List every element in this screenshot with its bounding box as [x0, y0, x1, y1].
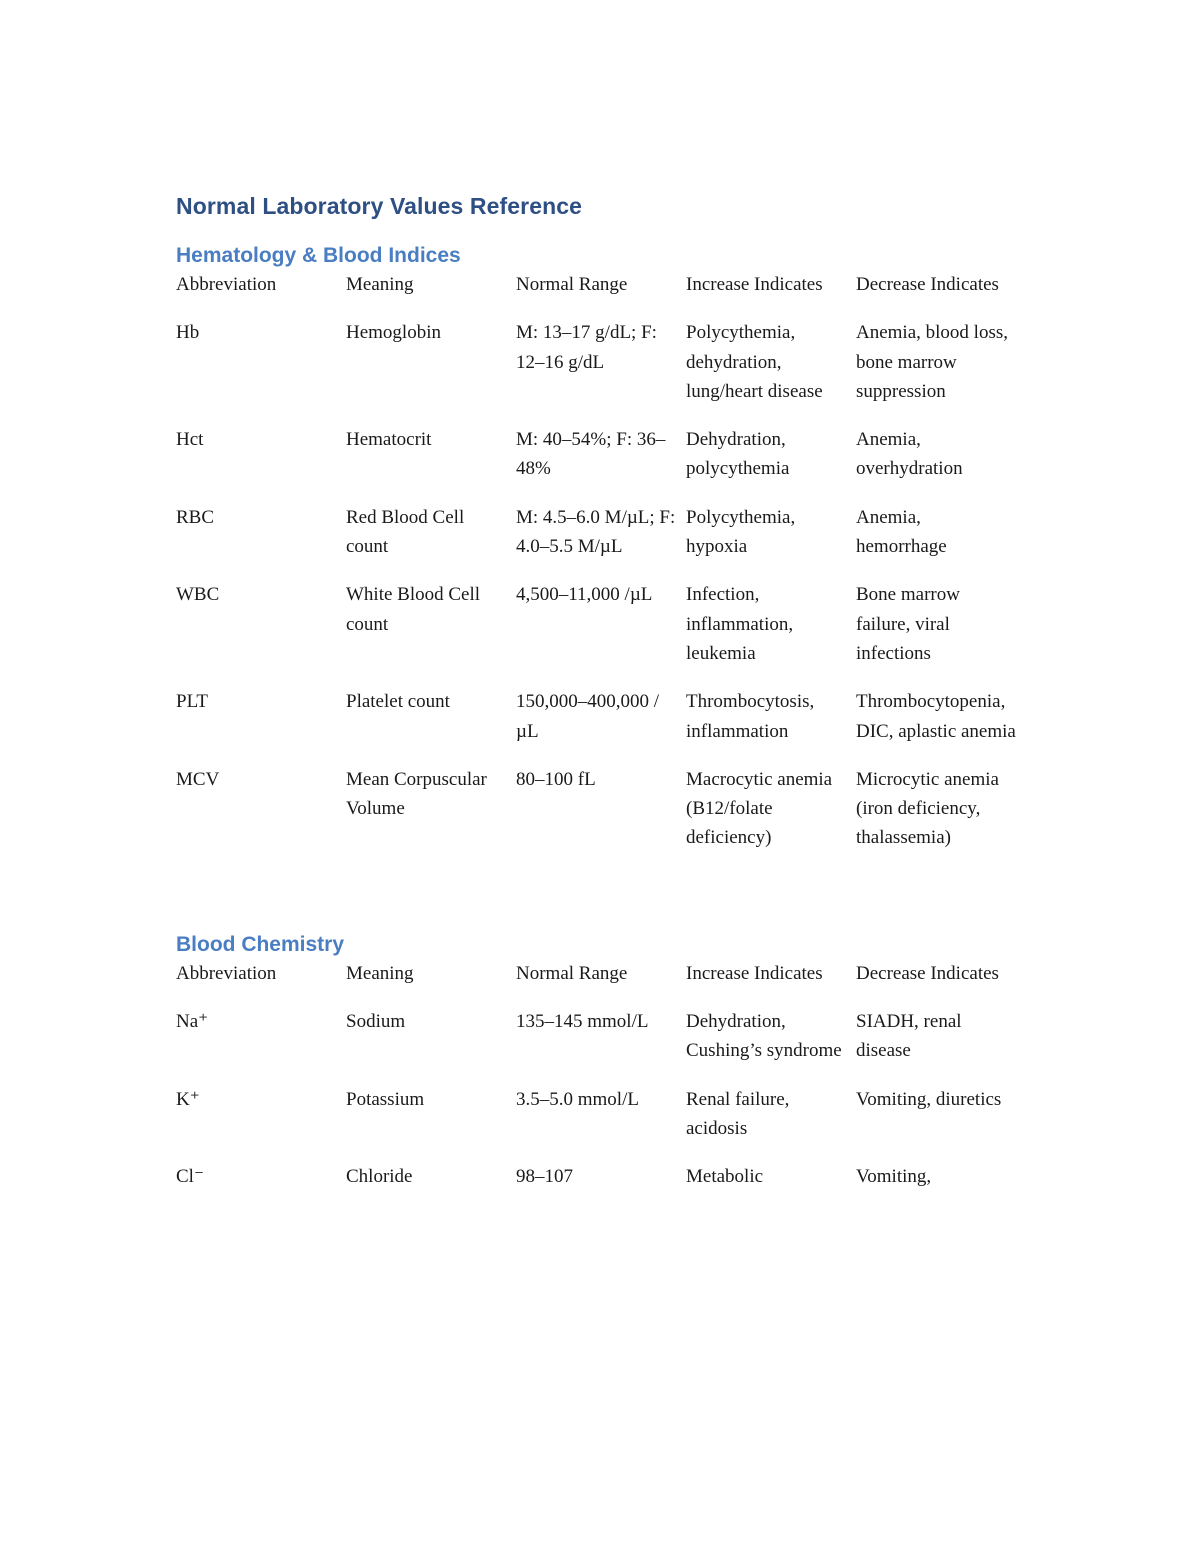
cell-decrease-indicates: Vomiting,	[856, 1166, 932, 1188]
cell-abbreviation: Cl⁻	[176, 1166, 204, 1188]
cell-increase-indicates: Renal failure, acidosis	[686, 1088, 790, 1139]
cell-normal-range: 135–145 mmol/L	[516, 1011, 649, 1033]
column-header-normal-range: Normal Range	[516, 962, 628, 984]
cell-meaning: Potassium	[346, 1088, 425, 1110]
cell-meaning: Mean Corpuscular Volume	[346, 768, 487, 820]
section-heading-hematology: Hematology & Blood Indices	[176, 244, 461, 267]
cell-abbreviation: RBC	[176, 506, 215, 528]
table-row	[176, 1162, 1026, 1210]
cell-increase-indicates: Dehydration, polycythemia	[686, 429, 790, 480]
table-header-row	[176, 270, 1026, 318]
document-title: Normal Laboratory Values Reference	[176, 193, 583, 219]
column-header-meaning: Meaning	[346, 274, 414, 295]
cell-increase-indicates: Infection, inflammation, leukemia	[686, 584, 794, 664]
cell-decrease-indicates: Thrombocytopenia, DIC, aplastic anemia	[856, 691, 1016, 742]
cell-normal-range: 150,000–400,000 /µL	[516, 691, 660, 742]
cell-meaning: Hemoglobin	[346, 322, 441, 344]
cell-normal-range: M: 13–17 g/dL; F: 12–16 g/dL	[516, 322, 657, 373]
cell-increase-indicates: Dehydration, Cushing’s syndrome	[686, 1011, 842, 1062]
table-row	[176, 765, 1026, 872]
cell-meaning: Red Blood Cell count	[346, 506, 465, 558]
table-row	[176, 1007, 1026, 1085]
column-header-increase-indicates: Increase Indicates	[686, 962, 823, 984]
cell-decrease-indicates: Vomiting, diuretics	[856, 1088, 1002, 1110]
table-row	[176, 1085, 1026, 1163]
cell-meaning: Hematocrit	[346, 429, 432, 451]
cell-increase-indicates: Thrombocytosis, inflammation	[686, 691, 815, 742]
cell-increase-indicates: Metabolic	[686, 1166, 764, 1188]
cell-meaning: Platelet count	[346, 691, 450, 713]
column-header-decrease-indicates: Decrease Indicates	[856, 962, 999, 984]
table-row	[176, 503, 1026, 581]
column-header-increase-indicates: Increase Indicates	[686, 274, 823, 295]
column-header-abbreviation: Abbreviation	[176, 274, 277, 295]
cell-decrease-indicates: Bone marrow failure, viral infections	[856, 584, 960, 664]
hematology-table	[176, 270, 1026, 872]
table-row	[176, 425, 1026, 503]
cell-normal-range: 80–100 fL	[516, 768, 596, 790]
cell-abbreviation: Hct	[176, 429, 204, 451]
column-header-normal-range: Normal Range	[516, 274, 628, 295]
cell-abbreviation: PLT	[176, 691, 209, 713]
cell-increase-indicates: Polycythemia, hypoxia	[686, 506, 796, 558]
cell-increase-indicates: Macrocytic anemia (B12/folate deficiency)	[686, 768, 833, 849]
cell-increase-indicates: Polycythemia, dehydration, lung/heart disease	[686, 322, 823, 402]
column-header-meaning: Meaning	[346, 962, 414, 984]
cell-normal-range: 3.5–5.0 mmol/L	[516, 1088, 639, 1110]
cell-meaning: Sodium	[346, 1011, 406, 1033]
cell-meaning: Chloride	[346, 1166, 413, 1188]
cell-meaning: White Blood Cell count	[346, 584, 481, 635]
cell-abbreviation: WBC	[176, 584, 220, 606]
cell-abbreviation: Hb	[176, 322, 200, 344]
cell-decrease-indicates: Anemia, blood loss, bone marrow suppression	[856, 322, 1008, 402]
column-header-decrease-indicates: Decrease Indicates	[856, 274, 999, 295]
cell-abbreviation: K⁺	[176, 1088, 200, 1110]
column-header-abbreviation: Abbreviation	[176, 962, 277, 984]
table-row	[176, 687, 1026, 765]
blood-chemistry-table	[176, 959, 1026, 1211]
cell-decrease-indicates: Anemia, hemorrhage	[856, 506, 947, 558]
section-heading-blood-chemistry: Blood Chemistry	[176, 932, 345, 956]
cell-abbreviation: Na⁺	[176, 1011, 209, 1033]
cell-normal-range: M: 40–54%; F: 36–48%	[516, 429, 666, 480]
cell-normal-range: 98–107	[516, 1166, 573, 1188]
cell-abbreviation: MCV	[176, 768, 220, 790]
cell-decrease-indicates: Microcytic anemia (iron deficiency, thalassemia)	[856, 768, 999, 849]
table-header-row	[176, 959, 1026, 1007]
document-page	[176, 190, 1076, 1211]
cell-decrease-indicates: SIADH, renal disease	[856, 1011, 962, 1062]
table-row	[176, 580, 1026, 687]
table-row	[176, 318, 1026, 425]
cell-normal-range: M: 4.5–6.0 M/µL; F: 4.0–5.5 M/µL	[516, 506, 676, 558]
cell-normal-range: 4,500–11,000 /µL	[516, 584, 653, 606]
cell-decrease-indicates: Anemia, overhydration	[856, 429, 963, 480]
